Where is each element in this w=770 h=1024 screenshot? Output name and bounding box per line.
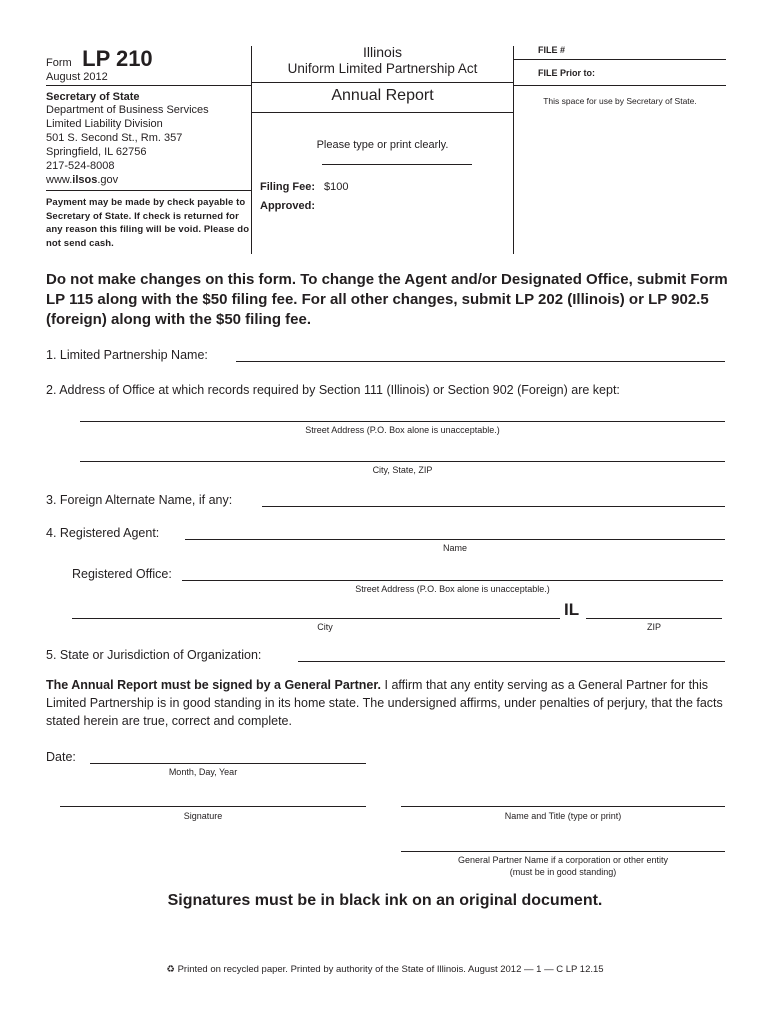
- city-caption: City: [317, 622, 333, 632]
- date-label: Date:: [46, 750, 76, 764]
- city-state-zip-caption: City, State, ZIP: [372, 465, 433, 475]
- approved-label: Approved:: [260, 200, 315, 212]
- recycle-icon: ♻: [166, 964, 175, 975]
- form-id: [46, 46, 153, 72]
- dept-line: Limited Liability Division: [46, 118, 163, 130]
- dept-line: 501 S. Second St., Rm. 357: [46, 132, 183, 144]
- filing-fee-label: Filing Fee:: [260, 181, 315, 193]
- name-caption: Name: [442, 543, 467, 553]
- ink-notice: Signatures must be in black ink on an original document.: [167, 892, 603, 909]
- q4-label: 4. Registered Agent:: [46, 526, 160, 540]
- office-city-state-zip-field[interactable]: [80, 461, 725, 462]
- filing-fee-value: $100: [324, 181, 349, 193]
- gp-caption-2: (must be in good standing): [509, 867, 617, 877]
- name-title-caption: Name and Title (type or print): [504, 811, 622, 821]
- street-caption: Street Address (P.O. Box alone is unacceptable.): [305, 425, 500, 435]
- name-title-field[interactable]: [401, 806, 725, 807]
- affirmation: The Annual Report must be signed by a General Partner. I affirm that any entity serving as a General Partner for this Limited Partnership is in good standing in its home state. The undersigned affirms, under penalties of perjury, that the facts stated herein are true, correct and complete.: [46, 678, 723, 728]
- alternate-name-field[interactable]: [262, 506, 725, 507]
- print-note: Please type or print clearly.: [316, 139, 449, 151]
- registered-agent-field[interactable]: [185, 539, 725, 540]
- q1-label: 1. Limited Partnership Name:: [46, 348, 208, 362]
- state-name: Illinois: [363, 44, 402, 60]
- q3-label: 3. Foreign Alternate Name, if any:: [46, 493, 233, 507]
- payment-note: Payment may be made by check payable to Secretary of State. If check is returned for any reason this filing will be void. Please do not send cash.: [46, 197, 250, 249]
- act-name: Uniform Limited Partnership Act: [287, 61, 478, 76]
- q2-label: 2. Address of Office at which records required by Section 111 (Illinois) or Section 902 (Foreign) are kept:: [46, 383, 620, 397]
- il-label: IL: [564, 600, 580, 619]
- street-caption-2: Street Address (P.O. Box alone is unacceptable.): [355, 584, 550, 594]
- office-name: Secretary of State: [46, 91, 140, 103]
- gp-caption-1: General Partner Name if a corporation or other entity: [457, 855, 669, 865]
- date-field[interactable]: [90, 763, 366, 764]
- dept-line: 217-524-8008: [46, 160, 115, 172]
- form-word: Form: [46, 57, 72, 69]
- form-number: LP 210: [82, 46, 153, 71]
- sos-space-note: This space for use by Secretary of State.: [543, 96, 697, 106]
- file-number-label: FILE #: [538, 45, 566, 55]
- registered-office-zip-field[interactable]: [586, 618, 722, 619]
- report-title: Annual Report: [331, 87, 434, 104]
- registered-office-city-field[interactable]: [72, 618, 560, 619]
- signature-caption: Signature: [183, 811, 223, 821]
- jurisdiction-field[interactable]: [298, 661, 725, 662]
- dept-line: Department of Business Services: [46, 104, 209, 116]
- registered-office-street-field[interactable]: [182, 580, 723, 581]
- zip-caption: ZIP: [646, 622, 661, 632]
- lp-name-field[interactable]: [236, 361, 725, 362]
- signature-field[interactable]: [60, 806, 366, 807]
- registered-office-label: Registered Office:: [72, 567, 172, 581]
- gp-name-field[interactable]: [401, 851, 725, 852]
- dept-address: [46, 103, 209, 187]
- website: www.ilsos.gov: [46, 174, 119, 186]
- date-caption: Month, Day, Year: [168, 767, 238, 777]
- file-prior-label: FILE Prior to:: [538, 68, 595, 78]
- form-date: August 2012: [46, 71, 108, 83]
- dept-line: Springfield, IL 62756: [46, 146, 147, 158]
- q5-label: 5. State or Jurisdiction of Organization:: [46, 648, 262, 662]
- change-notice: Do not make changes on this form. To change the Agent and/or Designated Office, submit Form LP 115 along with the $50 filing fee. For all other changes, submit LP 202 (Illinois) or LP 902.5 (foreign) along with the $50 filing fee.: [46, 271, 728, 328]
- footer-text: Printed on recycled paper. Printed by authority of the State of Illinois. August 2012 — 1 — C LP 12.15: [177, 964, 604, 975]
- office-street-field[interactable]: [80, 421, 725, 422]
- footer: [0, 964, 770, 975]
